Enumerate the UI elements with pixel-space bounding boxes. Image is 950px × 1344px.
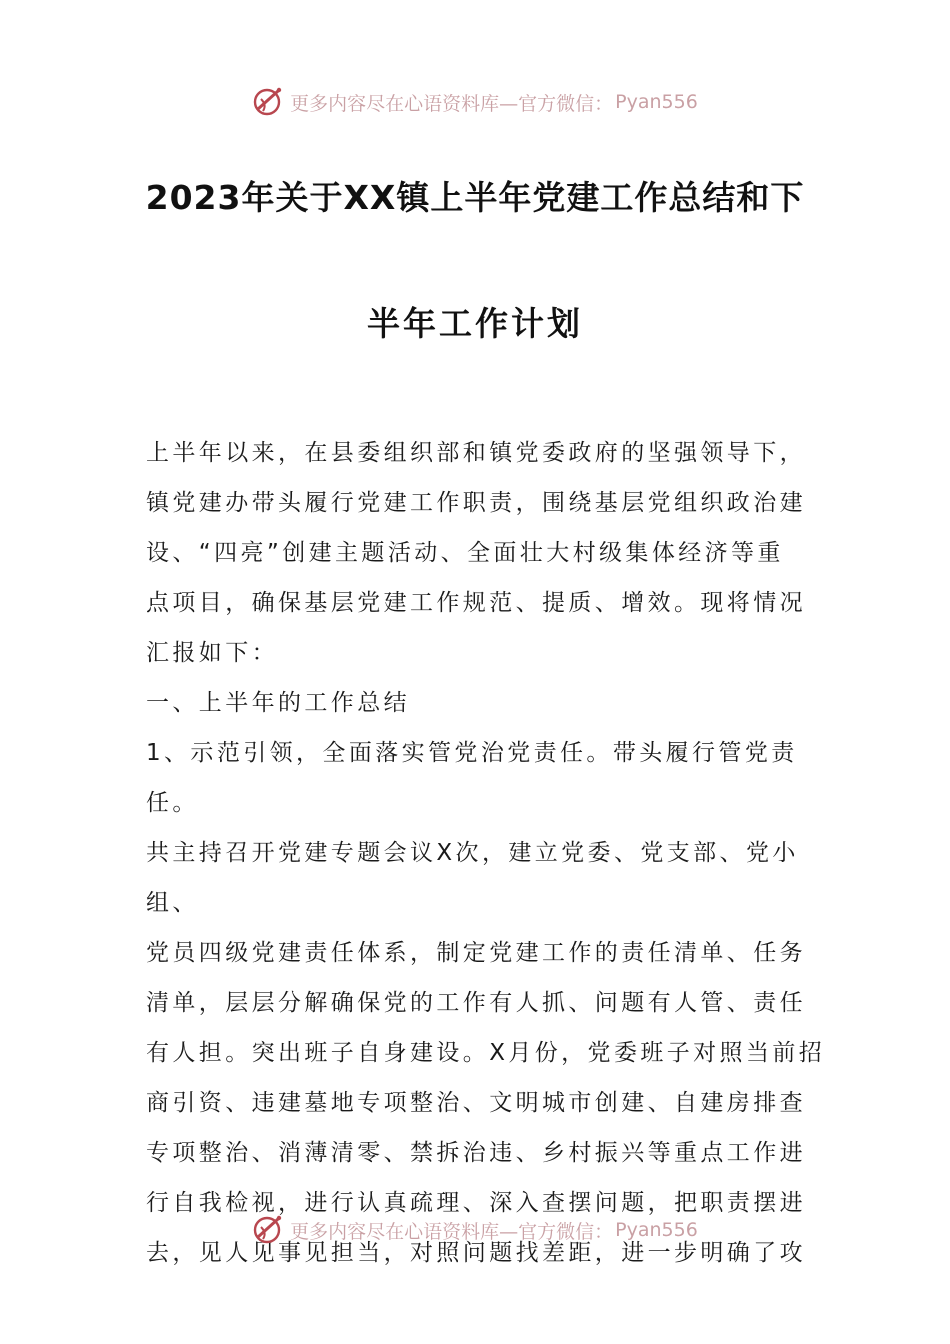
body-line: 汇报如下： bbox=[146, 640, 278, 666]
body-line: 镇党建办带头履行党建工作职责，围绕基层党组织政治建 bbox=[146, 490, 806, 516]
body-line: 去，见人见事见担当，对照问题找差距，进一步明确了攻 bbox=[146, 1240, 806, 1266]
body-line: 1、示范引领，全面落实管党治党责任。带头履行管党责任。 bbox=[146, 740, 798, 816]
watermark-wechat-id: Pyan556 bbox=[615, 1219, 698, 1241]
document-title-line-1: 2023年关于XX镇上半年党建工作总结和下 bbox=[145, 178, 805, 217]
header-watermark bbox=[0, 82, 950, 122]
body-line: 行自我检视，进行认真疏理、深入查摆问题，把职责摆进 bbox=[146, 1190, 806, 1216]
brush-logo-icon bbox=[252, 1213, 286, 1247]
watermark-wechat-id: Pyan556 bbox=[615, 91, 698, 113]
watermark-text: 更多内容尽在心语资料库—官方微信： bbox=[290, 1220, 614, 1243]
document-body bbox=[146, 428, 836, 1278]
body-line: 上半年以来，在县委组织部和镇党委政府的坚强领导下， bbox=[146, 440, 806, 466]
body-line: 有人担。突出班子自身建设。X月份，党委班子对照当前招 bbox=[146, 1040, 826, 1066]
body-line: 共主持召开党建专题会议X次，建立党委、党支部、党小组、 bbox=[146, 840, 799, 916]
footer-watermark bbox=[0, 1210, 950, 1250]
body-line: 专项整治、消薄清零、禁拆治违、乡村振兴等重点工作进 bbox=[146, 1140, 806, 1166]
body-line: 商引资、违建墓地专项整治、文明城市创建、自建房排查 bbox=[146, 1090, 806, 1116]
watermark-text: 更多内容尽在心语资料库—官方微信： bbox=[290, 92, 614, 115]
brush-logo-icon bbox=[252, 85, 286, 119]
body-line: 设、“四亮”创建主题活动、全面壮大村级集体经济等重 bbox=[146, 540, 784, 566]
body-line: 清单，层层分解确保党的工作有人抓、问题有人管、责任 bbox=[146, 990, 806, 1016]
body-line: 点项目，确保基层党建工作规范、提质、增效。现将情况 bbox=[146, 590, 806, 616]
document-title-line-2: 半年工作计划 bbox=[367, 304, 583, 343]
body-line: 党员四级党建责任体系，制定党建工作的责任清单、任务 bbox=[146, 940, 806, 966]
section-heading: 一、上半年的工作总结 bbox=[146, 690, 410, 716]
